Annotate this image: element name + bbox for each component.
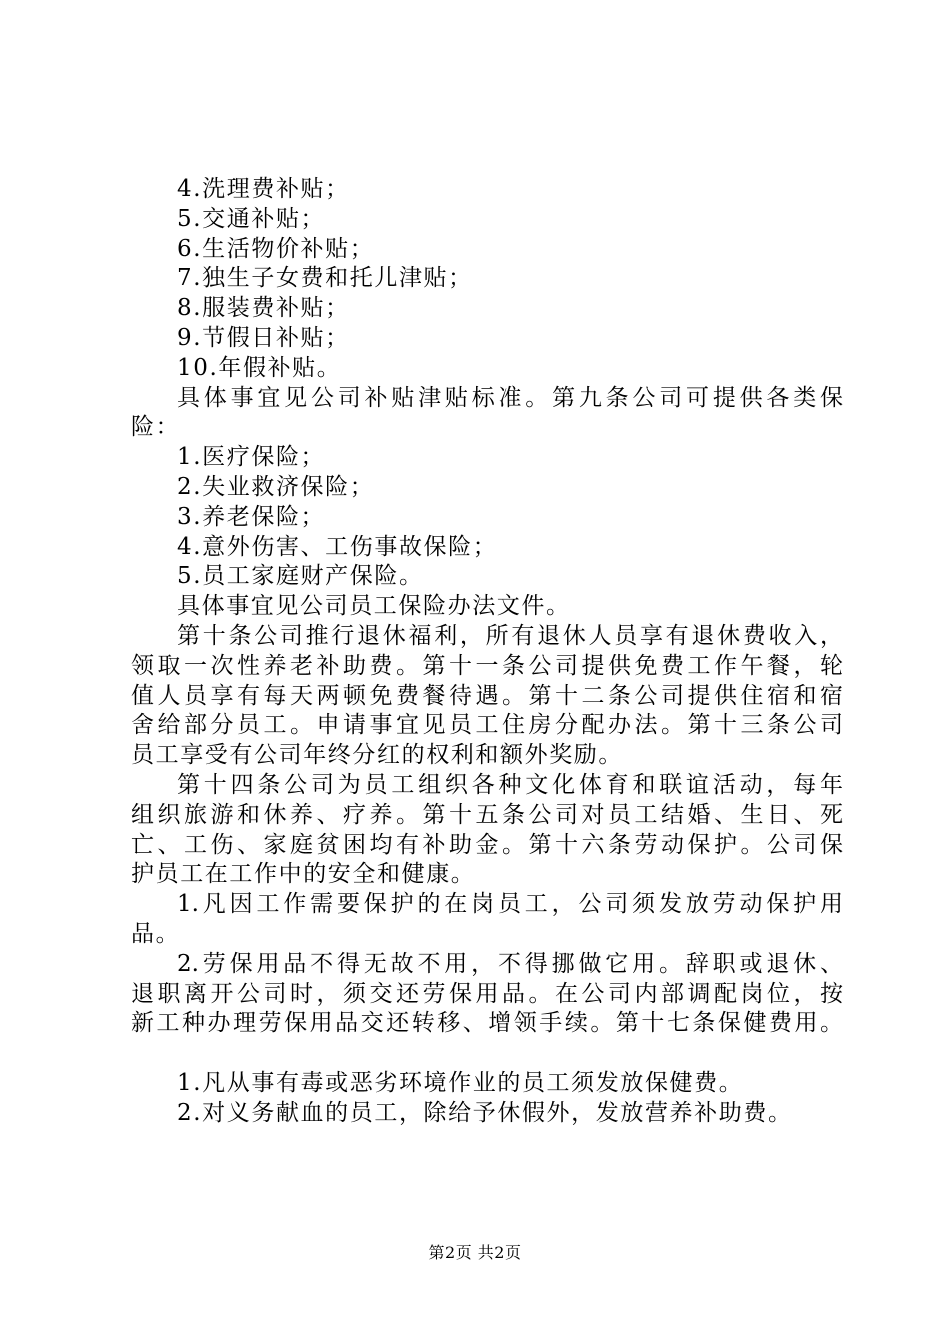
text-line: 具体事宜见公司员工保险办法文件。 <box>177 593 571 620</box>
text-line: 舍给部分员工。申请事宜见员工住房分配办法。第十三条公司 <box>131 712 843 739</box>
text-line: 第十条公司推行退休福利，所有退休人员享有退休费收入， <box>177 622 843 649</box>
text-line: 员工享受有公司年终分红的权利和额外奖励。 <box>131 742 623 769</box>
text-line: 退职离开公司时，须交还劳保用品。在公司内部调配岗位，按 <box>131 980 843 1007</box>
text-line: 组织旅游和休养、疗养。第十五条公司对员工结婚、生日、死 <box>131 801 843 828</box>
text-line: 第十四条公司为员工组织各种文化体育和联谊活动，每年 <box>177 771 843 798</box>
text-line: 5.员工家庭财产保险。 <box>177 563 424 590</box>
text-line: 1.医疗保险； <box>177 444 326 471</box>
text-line: 1.凡从事有毒或恶劣环境作业的员工须发放保健费。 <box>177 1069 744 1096</box>
text-line: 领取一次性养老补助费。第十一条公司提供免费工作午餐，轮 <box>131 652 843 679</box>
text-line: 护员工在工作中的安全和健康。 <box>131 861 476 888</box>
text-line: 4.洗理费补贴； <box>177 176 350 202</box>
text-line: 9.节假日补贴； <box>177 324 350 351</box>
text-line: 3.养老保险； <box>177 503 326 530</box>
text-line: 具体事宜见公司补贴津贴标准。第九条公司可提供各类保 <box>177 384 843 411</box>
text-line: 亡、工伤、家庭贫困均有补助金。第十六条劳动保护。公司保 <box>131 831 843 858</box>
page-footer: 第2页 共2页 <box>428 1243 522 1262</box>
text-line: 1.凡因工作需要保护的在岗员工，公司须发放劳动保护用 <box>177 891 843 918</box>
text-line: 险： <box>131 414 181 441</box>
text-line: 7.独生子女费和托儿津贴； <box>177 265 473 292</box>
text-line: 2.劳保用品不得无故不用，不得挪做它用。辞职或退休、 <box>177 950 843 977</box>
text-line: 品。 <box>131 920 181 947</box>
blank-line <box>131 1039 843 1069</box>
text-line: 8.服装费补贴； <box>177 295 350 322</box>
text-line: 2.失业救济保险； <box>177 473 375 500</box>
text-line: 2.对义务献血的员工，除给予休假外，发放营养补助费。 <box>177 1099 793 1126</box>
text-line: 10.年假补贴。 <box>177 354 342 381</box>
text-line: 值人员享有每天两顿免费餐待遇。第十二条公司提供住宿和宿 <box>131 682 843 709</box>
text-line: 5.交通补贴； <box>177 205 326 232</box>
text-line: 6.生活物价补贴； <box>177 235 375 262</box>
text-line: 4.意外伤害、工伤事故保险； <box>177 533 498 560</box>
text-line: 新工种办理劳保用品交还转移、增领手续。第十七条保健费用。 <box>131 1010 843 1037</box>
document-body <box>131 175 843 1129</box>
